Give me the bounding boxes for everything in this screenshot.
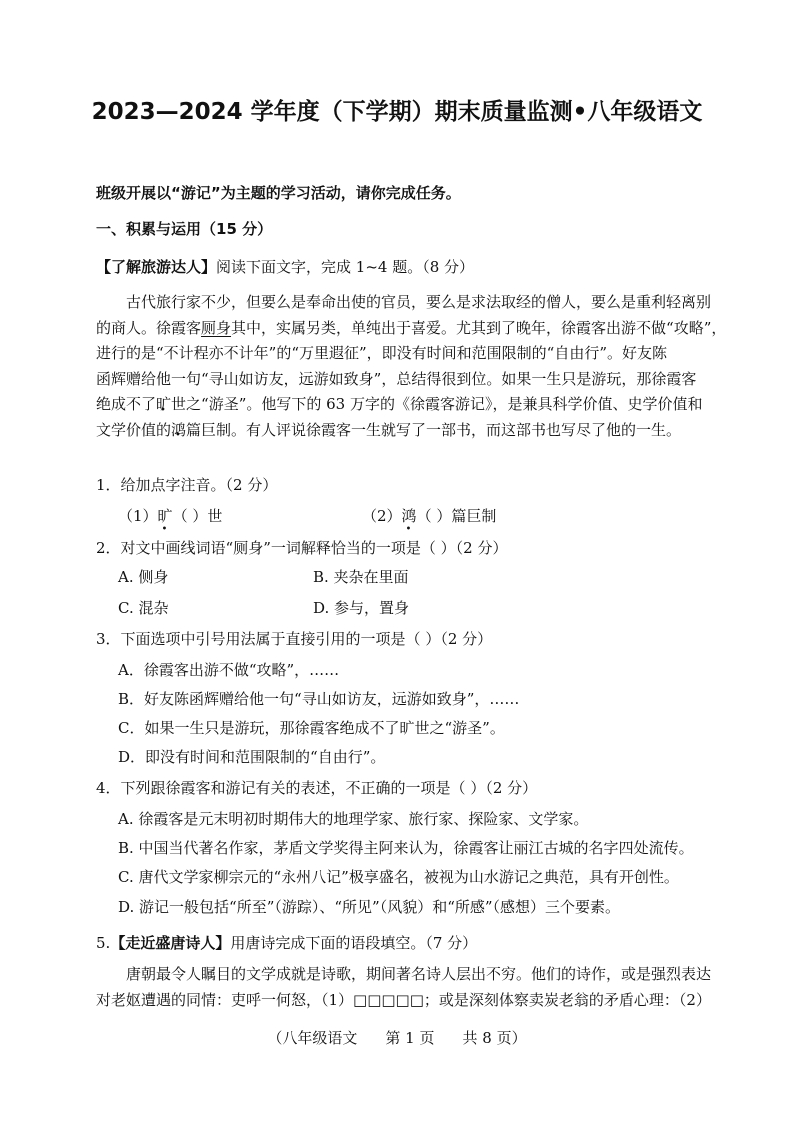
task2-heading: 【走近盛唐诗人】 bbox=[110, 934, 231, 952]
passage-line: 文学价值的鸿篇巨制。有人评说徐霞客一生就写了一部书，而这部书也写尽了他的一生。 bbox=[96, 420, 682, 439]
q3-option-c: C．如果一生只是游玩，那徐霞客绝成不了旷世之“游圣”。 bbox=[118, 719, 505, 737]
underlined-word: 厕身 bbox=[201, 318, 232, 337]
q3-option-d: D．即没有时间和范围限制的“自由行”。 bbox=[118, 748, 386, 766]
q4-option-a: A. 徐霞客是元末明初时期伟大的地理学家、旅行家、探险家、文学家。 bbox=[118, 810, 589, 828]
q2-option-d: D. 参与，置身 bbox=[313, 599, 410, 617]
question-3-stem: 3．下面选项中引号用法属于直接引用的一项是（ ）（2 分） bbox=[96, 630, 493, 648]
task1-heading: 【了解旅游达人】 bbox=[96, 258, 217, 276]
dotted-char: 旷 bbox=[156, 395, 172, 413]
footer-total-pages: 共 8 页） bbox=[462, 1029, 527, 1047]
dotted-char: 鸿 bbox=[171, 420, 187, 439]
passage-line: 进行的是“不计程亦不计年”的“万里遐征”，即没有时间和范围限制的“自由行”。好友陈 bbox=[96, 344, 668, 362]
task1-instruction: 阅读下面文字，完成 1~4 题。（8 分） bbox=[216, 258, 475, 276]
q1-item-1: （1）旷（ ）世 bbox=[118, 507, 223, 525]
question-2-stem: 2．对文中画线词语“厕身”一词解释恰当的一项是（ ）（2 分） bbox=[96, 539, 508, 557]
q4-option-d: D. 游记一般包括“所至”（游踪）、“所见”（风貌）和“所感”（感想）三个要素。 bbox=[118, 898, 621, 916]
reading-passage bbox=[96, 290, 764, 443]
q3-option-b: B．好友陈函辉赠给他一句“寻山如访友，远游如致身”，…… bbox=[118, 690, 520, 708]
question-5-stem: 5.【走近盛唐诗人】用唐诗完成下面的语段填空。（7 分） bbox=[96, 934, 478, 952]
q2-option-c: C. 混杂 bbox=[118, 599, 169, 617]
question-1-stem: 1．给加点字注音。（2 分） bbox=[96, 476, 278, 494]
passage-line: 绝成不了旷世之“游圣”。他写下的 63 万字的《徐霞客游记》，是兼具科学价值、史学价值和 bbox=[96, 395, 703, 413]
question-4-stem: 4．下列跟徐霞客和游记有关的表述，不正确的一项是（ ）（2 分） bbox=[96, 779, 538, 797]
q4-option-c: C. 唐代文学家柳宗元的“永州八记”极享盛名，被视为山水游记之典范，具有开创性。 bbox=[118, 868, 679, 886]
page-title: 2023—2024 学年度（下学期）期末质量监测•八年级语文 bbox=[91, 99, 703, 125]
passage-line: 函辉赠给他一句“寻山如访友，远游如致身”，总结得很到位。如果一生只是游玩，那徐霞客 bbox=[96, 369, 697, 388]
q4-option-b: B. 中国当代著名作家，茅盾文学奖得主阿来认为，徐霞客让丽江古城的名字四处流传。 bbox=[118, 839, 694, 857]
q5-line: 唐朝最令人瞩目的文学成就是诗歌，期间著名诗人层出不穷。他们的诗作，或是强烈表达 bbox=[126, 965, 712, 983]
footer-subject: （八年级语文 bbox=[267, 1029, 358, 1047]
q2-option-b: B. 夹杂在里面 bbox=[313, 568, 409, 586]
passage-line: 的商人。徐霞客厕身其中，实属另类，单纯出于喜爱。尤其到了晚年，徐霞客出游不做“攻略”， bbox=[96, 318, 727, 337]
footer-page-number: 第 1 页 bbox=[385, 1029, 435, 1047]
q3-option-a: A．徐霞客出游不做“攻略”，…… bbox=[118, 661, 340, 679]
q2-option-a: A. 侧身 bbox=[118, 568, 169, 586]
task1-line bbox=[96, 256, 474, 277]
q5-paragraph bbox=[96, 962, 764, 1013]
page-footer bbox=[0, 1027, 794, 1048]
q5-line: 对老妪遭遇的同情：吏呼一何怒，（1）□□□□□；或是深刻体察卖炭老翁的矛盾心理：（2） bbox=[96, 990, 711, 1009]
section-heading: 一、积累与运用（15 分） bbox=[96, 220, 273, 238]
passage-line: 古代旅行家不少，但要么是奉命出使的官员，要么是求法取经的僧人，要么是重利轻离别 bbox=[126, 293, 712, 311]
q1-item-2: （2）鸿（ ）篇巨制 bbox=[362, 507, 497, 525]
intro-text: 班级开展以“游记”为主题的学习活动，请你完成任务。 bbox=[96, 184, 461, 202]
